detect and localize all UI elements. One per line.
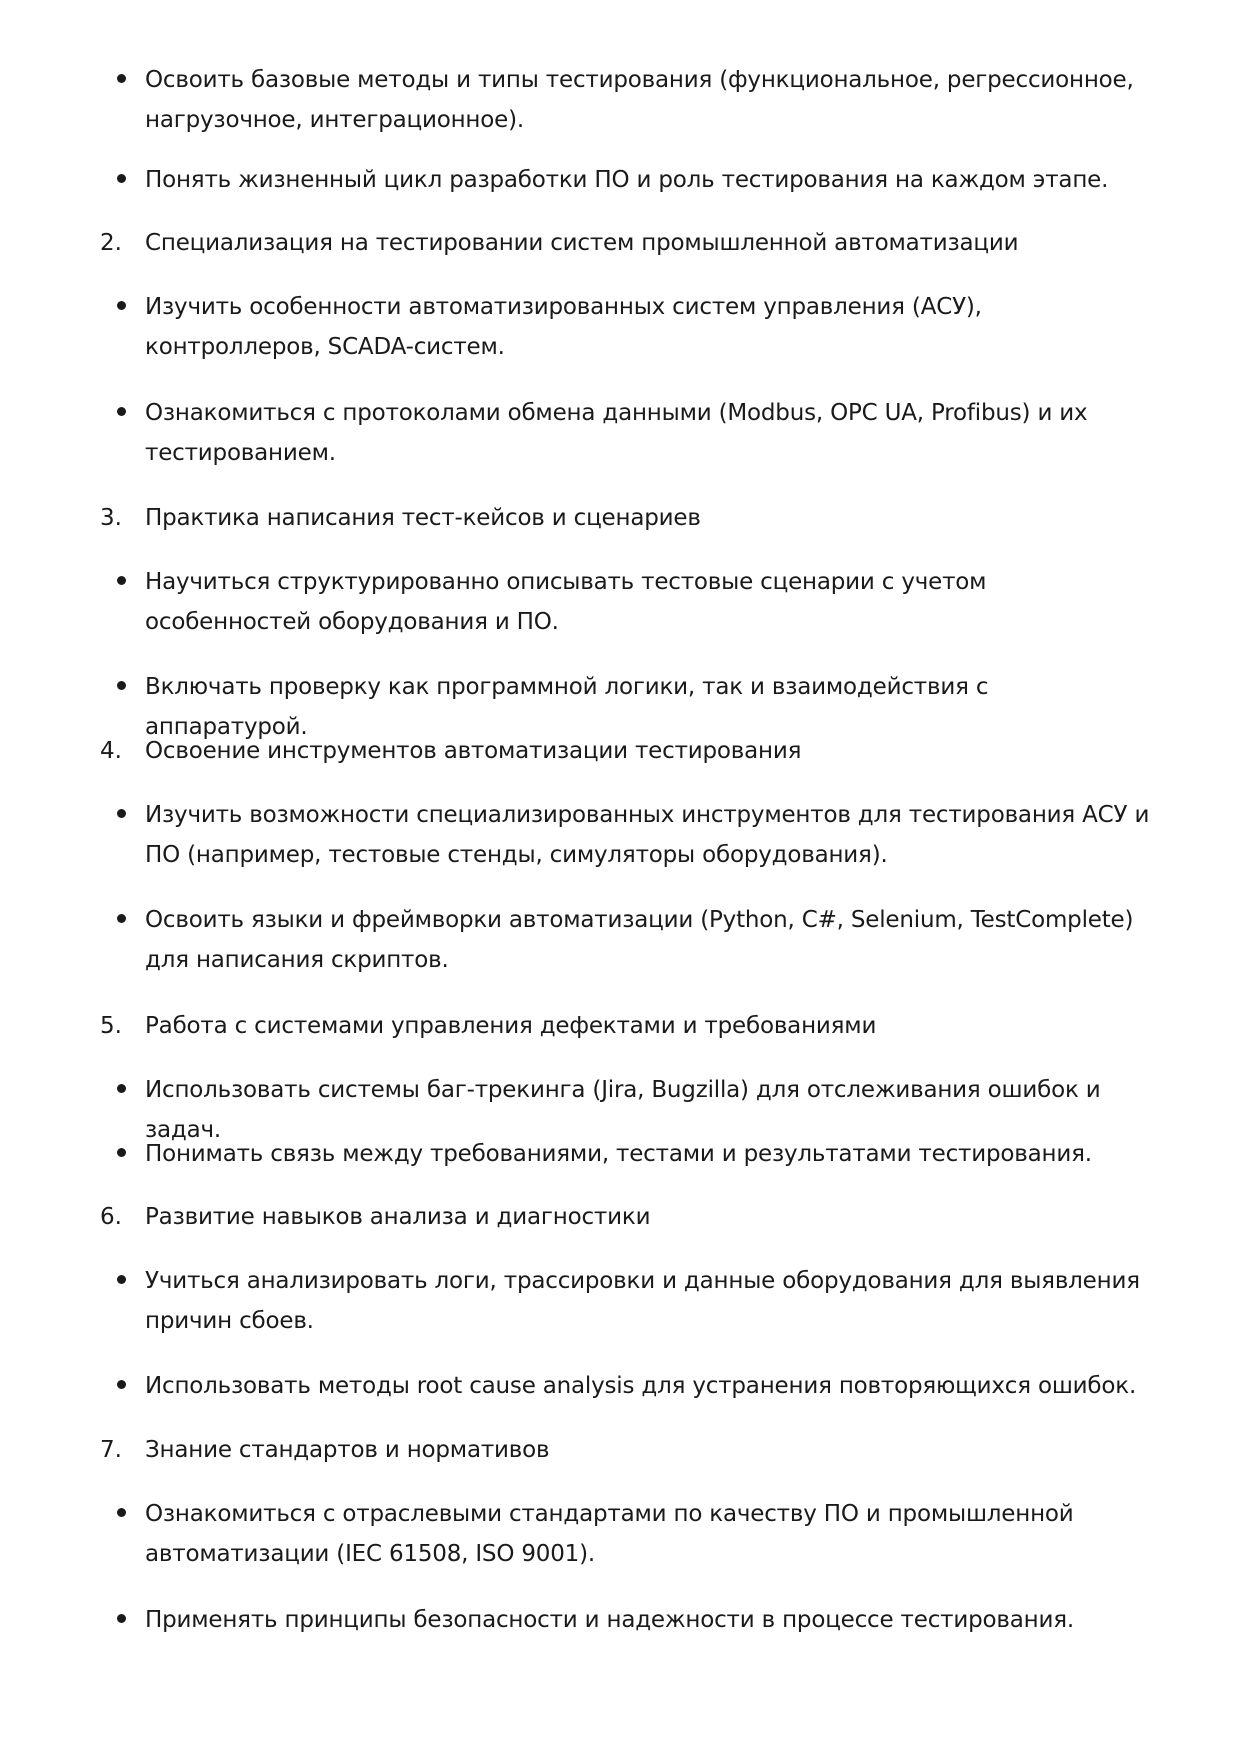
list-number: 6. (100, 1204, 122, 1230)
bullet-marker (117, 1380, 126, 1389)
list-item-text: Понять жизненный цикл разработки ПО и роль тестирования на каждом этапе. (145, 167, 1109, 193)
numbered-heading-text: Работа с системами управления дефектами и требованиями (145, 1013, 877, 1039)
bullet-marker (117, 809, 126, 818)
bullet-marker (117, 914, 126, 923)
list-item-text: Учиться анализировать логи, трассировки и данные оборудования для выявления причин сбоев. (145, 1268, 1140, 1334)
list-number: 4. (100, 738, 122, 764)
bullet-marker (117, 576, 126, 585)
numbered-heading-text: Знание стандартов и нормативов (145, 1437, 550, 1463)
list-number: 7. (100, 1437, 122, 1463)
list-number: 2. (100, 230, 122, 256)
bullet-marker (117, 407, 126, 416)
list-item-text: Ознакомиться с отраслевыми стандартами по качеству ПО и промышленной автоматизации (IEC 61508, ISO 9001). (145, 1501, 1074, 1567)
numbered-heading-text: Освоение инструментов автоматизации тестирования (145, 738, 802, 764)
bullet-marker (117, 1508, 126, 1517)
bullet-marker (117, 301, 126, 310)
list-number: 3. (100, 505, 122, 531)
numbered-heading-text: Специализация на тестировании систем промышленной автоматизации (145, 230, 1019, 256)
bullet-marker (117, 1148, 126, 1157)
list-item-text: Изучить особенности автоматизированных систем управления (АСУ), контроллеров, SCADA-систем. (145, 294, 982, 360)
bullet-marker (117, 1275, 126, 1284)
list-item-text: Научиться структурированно описывать тестовые сценарии с учетом особенностей оборудования и ПО. (145, 569, 987, 635)
list-item-text: Освоить языки и фреймворки автоматизации (Python, C#, Selenium, TestComplete) для написания скриптов. (145, 907, 1134, 973)
list-item-text: Использовать методы root cause analysis для устранения повторяющихся ошибок. (145, 1373, 1137, 1399)
numbered-heading-text: Практика написания тест-кейсов и сценариев (145, 505, 701, 531)
bullet-marker (117, 681, 126, 690)
bullet-marker (117, 1614, 126, 1623)
list-item-text: Понимать связь между требованиями, тестами и результатами тестирования. (145, 1141, 1092, 1167)
list-item-text: Ознакомиться с протоколами обмена данными (Modbus, OPC UA, Profibus) и их тестированием. (145, 400, 1088, 466)
numbered-heading-text: Развитие навыков анализа и диагностики (145, 1204, 651, 1230)
bullet-marker (117, 74, 126, 83)
list-item-text: Использовать системы баг-трекинга (Jira, Bugzilla) для отслеживания ошибок и задач. (145, 1077, 1101, 1143)
list-item-text: Освоить базовые методы и типы тестирования (функциональное, регрессионное, нагрузочное, интеграционное). (145, 67, 1134, 133)
list-item-text: Применять принципы безопасности и надежности в процессе тестирования. (145, 1607, 1074, 1633)
list-item-text: Включать проверку как программной логики, так и взаимодействия с аппаратурой. (145, 674, 989, 740)
list-item-text: Изучить возможности специализированных инструментов для тестирования АСУ и ПО (например, тестовые стенды, симуляторы оборудования). (145, 802, 1150, 868)
bullet-marker (117, 174, 126, 183)
bullet-marker (117, 1084, 126, 1093)
list-number: 5. (100, 1013, 122, 1039)
